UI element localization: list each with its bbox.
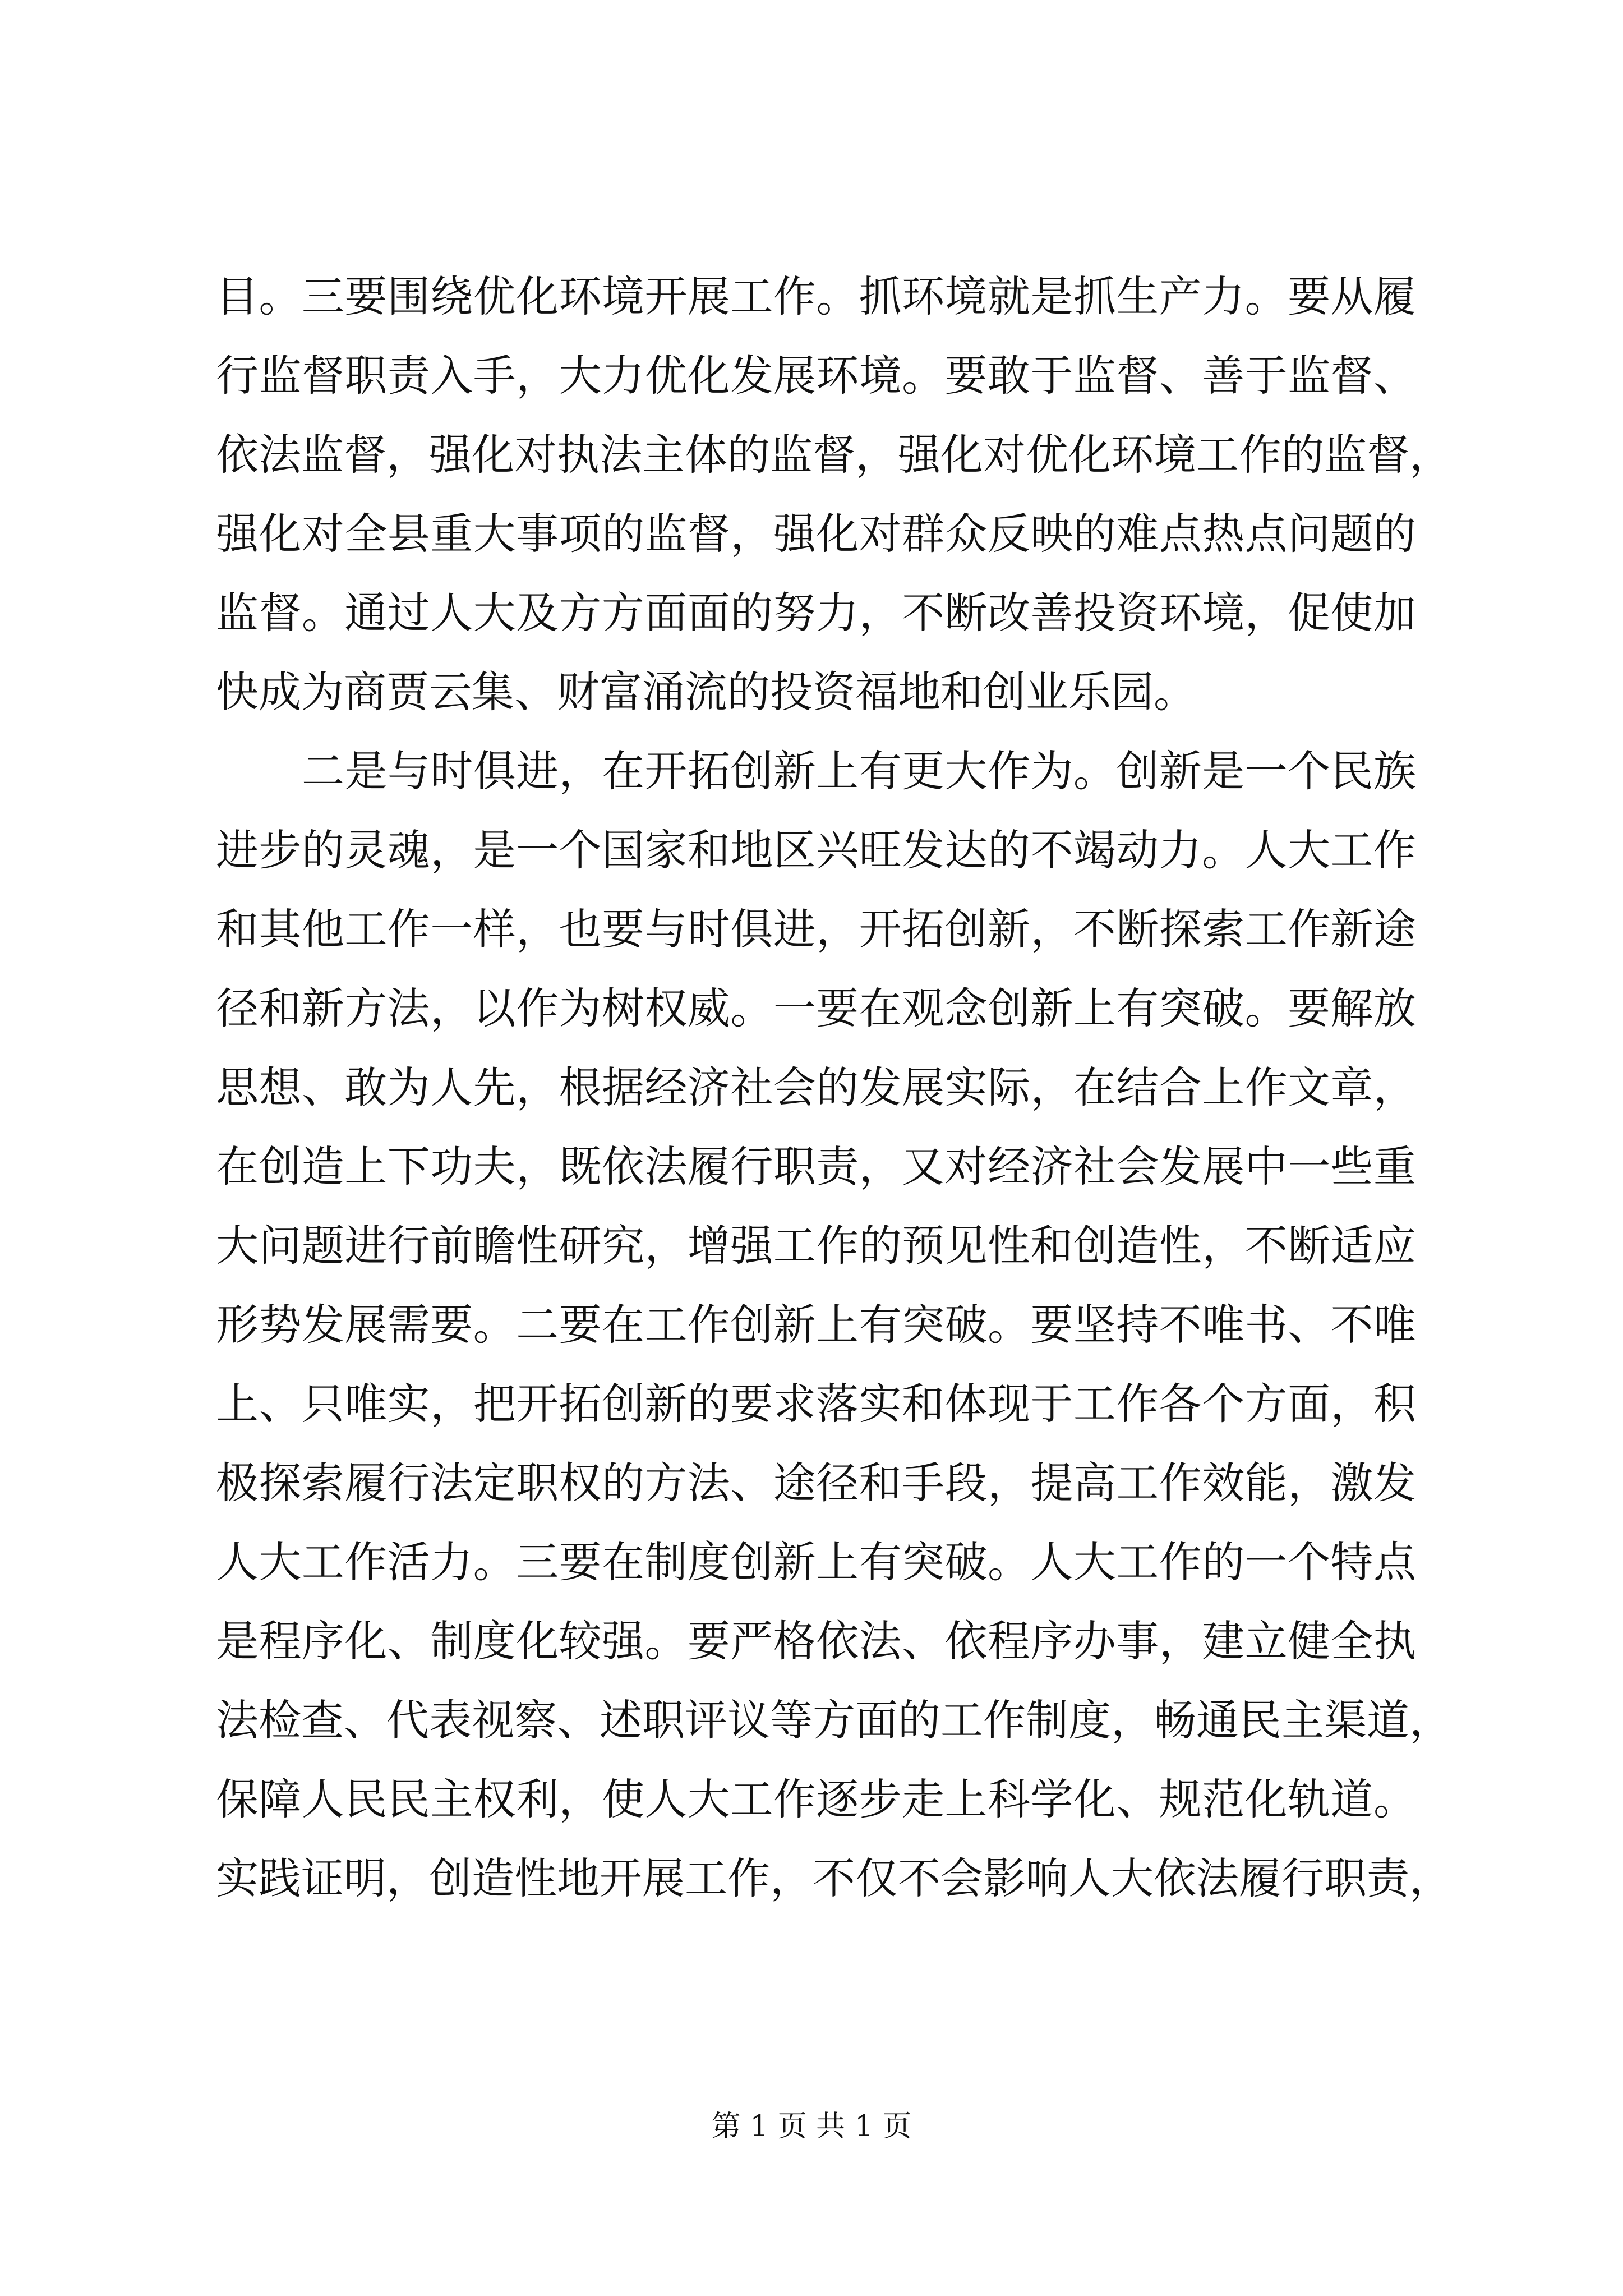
- body-text-line: 人大工作活力。三要在制度创新上有突破。人大工作的一个特点: [216, 1537, 1416, 1587]
- page-number-label: 第 1 页 共 1 页: [711, 2110, 912, 2143]
- body-text-line: 上、只唯实，把开拓创新的要求落实和体现于工作各个方面，积: [216, 1379, 1416, 1429]
- body-text-line: 极探索履行法定职权的方法、途径和手段，提高工作效能，激发: [216, 1458, 1416, 1508]
- body-text-line: 进步的灵魂，是一个国家和地区兴旺发达的不竭动力。人大工作: [216, 825, 1416, 875]
- body-text-line: 监督。通过人大及方方面面的努力，不断改善投资环境，促使加: [216, 588, 1416, 638]
- body-text-line: 行监督职责入手，大力优化发展环境。要敢于监督、善于监督、: [216, 351, 1416, 401]
- body-text-line: 形势发展需要。二要在工作创新上有突破。要坚持不唯书、不唯: [216, 1300, 1416, 1350]
- body-text-line: 思想、敢为人先，根据经济社会的发展实际，在结合上作文章，: [216, 1062, 1416, 1112]
- body-text-line: 实践证明，创造性地开展工作，不仅不会影响人大依法履行职责，: [216, 1853, 1452, 1903]
- body-text-line: 大问题进行前瞻性研究，增强工作的预见性和创造性，不断适应: [216, 1221, 1416, 1271]
- page-footer: [0, 2107, 1623, 2146]
- body-text-line: 快成为商贾云集、财富涌流的投资福地和创业乐园。: [216, 667, 1196, 717]
- body-text-line: 径和新方法，以作为树权威。一要在观念创新上有突破。要解放: [216, 983, 1416, 1033]
- document-body: [216, 257, 1452, 1918]
- body-text-line: 保障人民民主权利，使人大工作逐步走上科学化、规范化轨道。: [216, 1774, 1416, 1824]
- body-text-line: 是程序化、制度化较强。要严格依法、依程序办事，建立健全执: [216, 1616, 1416, 1666]
- body-text-line: 目。三要围绕优化环境开展工作。抓环境就是抓生产力。要从履: [216, 272, 1416, 321]
- body-text-line: 依法监督，强化对执法主体的监督，强化对优化环境工作的监督，: [216, 430, 1452, 480]
- body-text-line: 二是与时俱进，在开拓创新上有更大作为。创新是一个民族: [302, 746, 1416, 796]
- body-text-line: 和其他工作一样，也要与时俱进，开拓创新，不断探索工作新途: [216, 904, 1416, 954]
- body-text-line: 法检查、代表视察、述职评议等方面的工作制度，畅通民主渠道，: [216, 1695, 1452, 1745]
- body-text-line: 在创造上下功夫，既依法履行职责，又对经济社会发展中一些重: [216, 1142, 1416, 1191]
- body-text-line: 强化对全县重大事项的监督，强化对群众反映的难点热点问题的: [216, 509, 1416, 559]
